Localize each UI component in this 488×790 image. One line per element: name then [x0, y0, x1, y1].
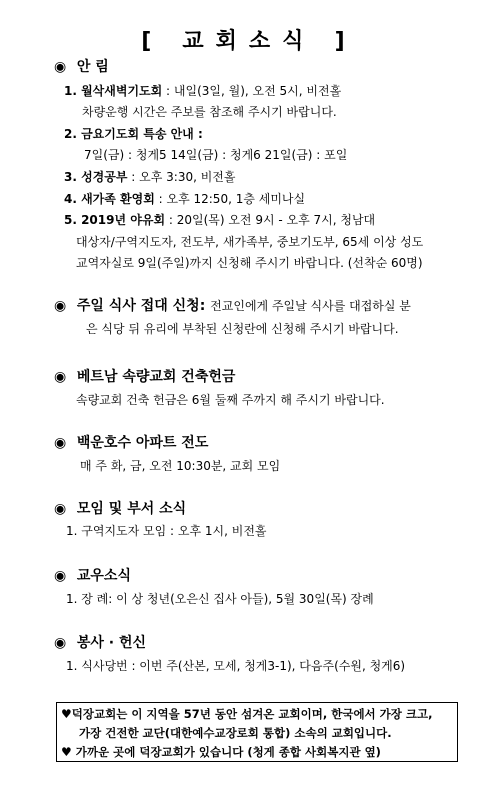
item-detail-line: 은 식당 뒤 유리에 부착된 신청란에 신청해 주시기 바랍니다.: [86, 322, 399, 336]
target-bullet-icon: ◉: [54, 435, 67, 451]
item-detail: : 오후 12:50, 1층 세미나실: [154, 192, 306, 206]
title-text: 교회소식: [182, 29, 316, 54]
notice-text: 가장 건전한 교단(대한예수교장로회 통합) 소속의 교회입니다.: [79, 726, 392, 740]
section-heading: 교우소식: [76, 568, 131, 584]
title-close-bracket: ]: [334, 29, 347, 54]
section-building-offering: [54, 366, 235, 386]
item-detail-line: 대상자/구역지도자, 전도부, 새가족부, 중보기도부, 65세 이상 성도: [76, 235, 424, 249]
list-item: [64, 190, 305, 207]
notice-line: [61, 743, 453, 762]
section-heading: 안 림: [76, 59, 109, 75]
target-bullet-icon: ◉: [54, 298, 67, 314]
heart-icon: ♥: [61, 745, 72, 759]
item-title: 2. 금요기도회 특송 안내 :: [64, 127, 203, 141]
item-detail-line: 교역자실로 9일(주일)까지 신청해 주시기 바랍니다. (선착순 60명): [76, 256, 423, 270]
section-heading: 베트남 속량교회 건축헌금: [76, 369, 236, 385]
item-detail-line: 매 주 화, 금, 오전 10:30분, 교회 모임: [80, 459, 281, 473]
item-detail: : 20일(목) 오전 9시 - 오후 7시, 청남대: [165, 213, 376, 227]
item-title: 1. 월삭새벽기도회: [64, 84, 163, 98]
notice-text: 덕장교회는 이 지역을 57년 동안 섬겨온 교회이며, 한국에서 가장 크고,: [71, 707, 433, 721]
section-heading: 주일 식사 접대 신청:: [76, 298, 206, 314]
page-title: [0, 24, 488, 55]
item-detail: : 오후 3:30, 비전홀: [127, 170, 236, 184]
list-item: [64, 168, 236, 185]
item-detail-line: 1. 구역지도자 모임 : 오후 1시, 비전홀: [66, 524, 267, 538]
list-item: [64, 82, 341, 99]
section-evangelism: [54, 432, 208, 452]
item-detail: : 내일(3일, 월), 오전 5시, 비전홀: [162, 84, 342, 98]
item-detail-line: 차량운행 시간은 주보를 참조해 주시기 바랍니다.: [82, 105, 337, 119]
list-item: [64, 211, 375, 228]
church-notice-box: [56, 702, 458, 762]
item-title: 5. 2019년 야유회: [64, 213, 166, 227]
heart-icon: ♥: [61, 707, 72, 721]
section-heading: 봉사 · 헌신: [76, 635, 147, 651]
section-meetings: [54, 498, 186, 518]
target-bullet-icon: ◉: [54, 635, 67, 651]
item-detail-line: 7일(금) : 청게5 14일(금) : 청게6 21일(금) : 포일: [84, 148, 348, 162]
section-service: [54, 632, 146, 652]
target-bullet-icon: ◉: [54, 501, 67, 517]
target-bullet-icon: ◉: [54, 369, 67, 385]
section-meal-signup: [54, 295, 411, 315]
item-title: 4. 새가족 환영회: [64, 192, 155, 206]
section-text: 전교인에게 주일날 식사를 대접하실 분: [210, 299, 411, 313]
title-open-bracket: [: [141, 29, 154, 54]
section-heading: 백운호수 아파트 전도: [76, 435, 209, 451]
item-detail-line: 속량교회 건축 헌금은 6월 둘째 주까지 해 주시기 바랍니다.: [76, 393, 385, 407]
section-announcements: [54, 56, 109, 76]
item-detail-line: 1. 장 례: 이 상 청년(오은신 집사 아들), 5월 30일(목) 장례: [66, 592, 374, 606]
notice-line: [61, 705, 453, 724]
item-title: 3. 성경공부: [64, 170, 128, 184]
section-member-news: [54, 565, 131, 585]
target-bullet-icon: ◉: [54, 568, 67, 584]
section-heading: 모임 및 부서 소식: [76, 501, 187, 517]
item-detail-line: 1. 식사당번 : 이번 주(산본, 모세, 청게3-1), 다음주(수원, 청게6): [66, 659, 406, 673]
target-bullet-icon: ◉: [54, 59, 67, 75]
notice-text: 가까운 곳에 덕장교회가 있습니다 (청게 종합 사회복지관 옆): [75, 745, 381, 759]
